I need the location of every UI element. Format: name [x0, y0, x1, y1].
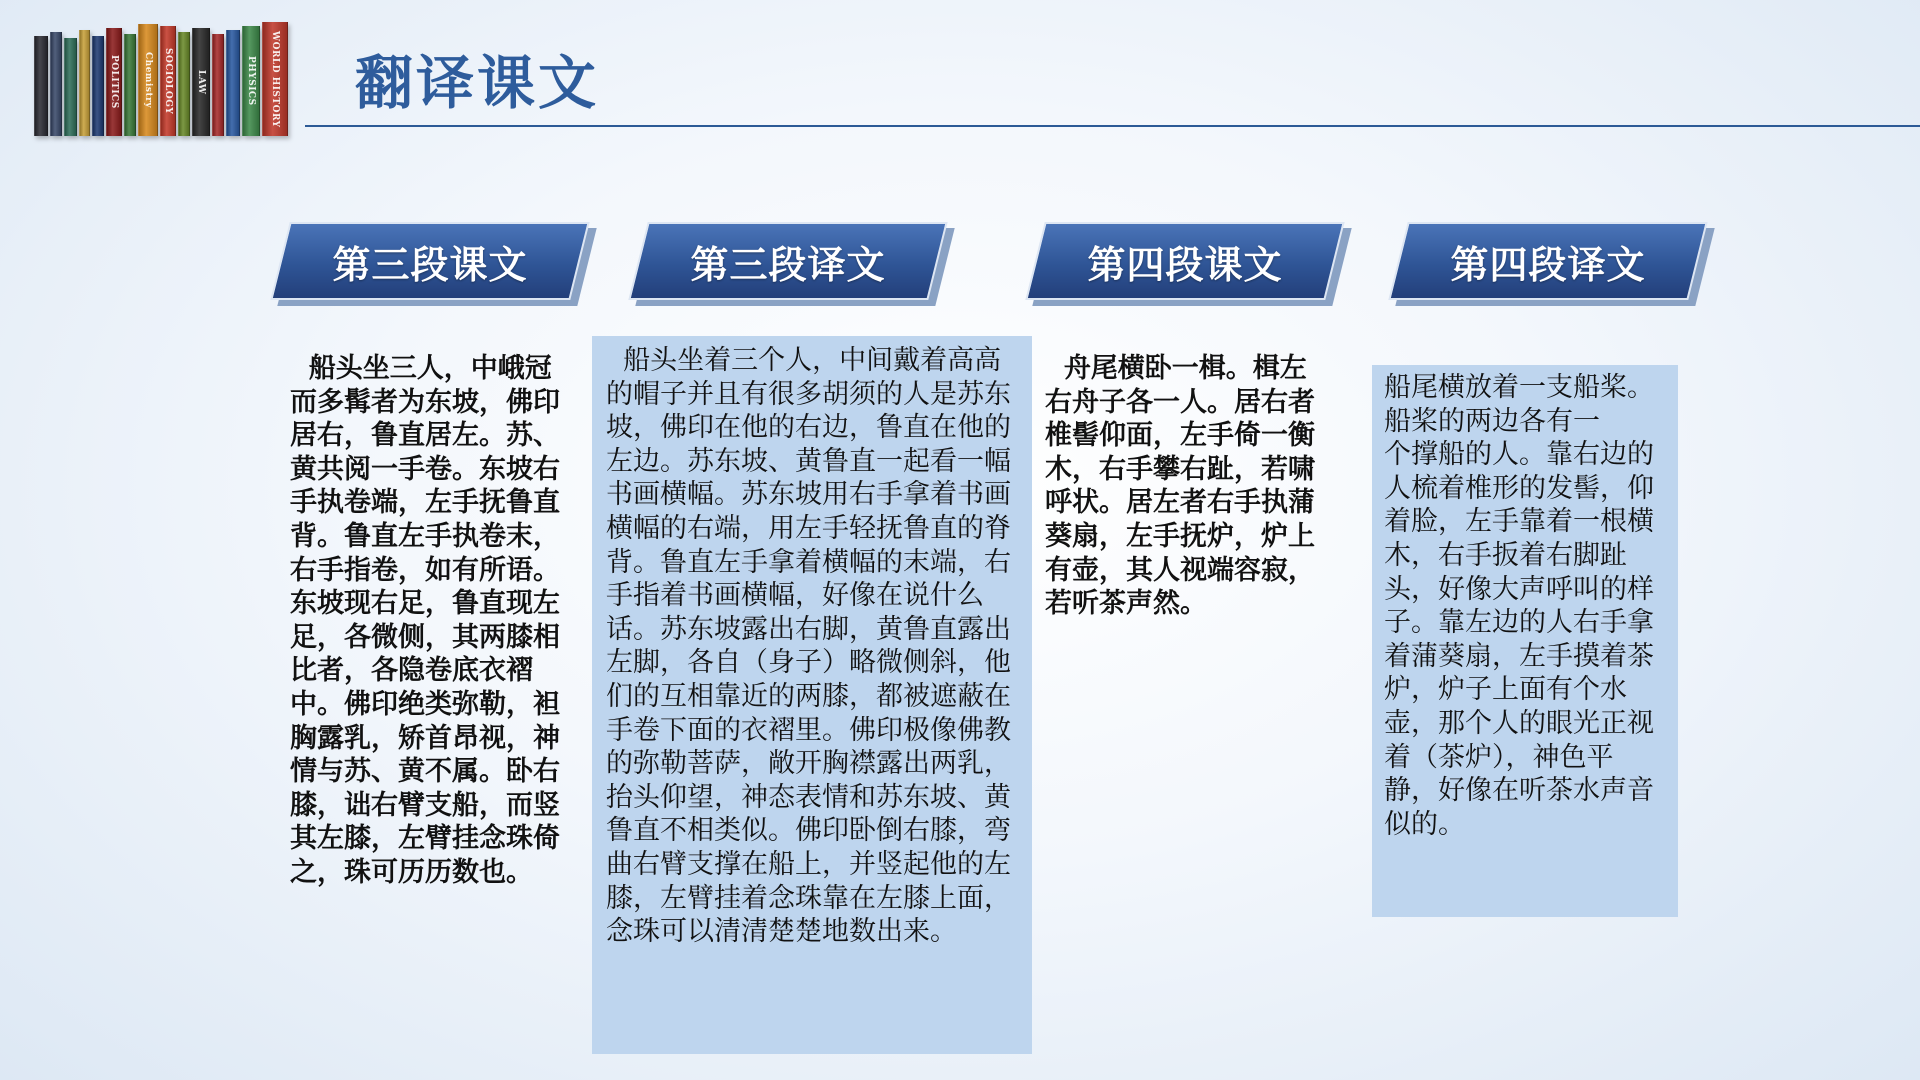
p4-translation-paragraph: 船尾横放着一支船桨。船桨的两边各有一 个撑船的人。靠右边的人梳着椎形的发髻，仰着脸，左手靠着一根横木，右手扳着右脚趾头，好像大声呼叫的样子。靠左边的人右手拿着蒲葵扇，左手摸着茶炉，炉子上面有个水壶，那个人的眼光正视着（茶炉），神色平静，好像在听茶水声音似的。: [1384, 372, 1654, 840]
book-spine: LAW: [192, 28, 210, 136]
book-spine: POLITICS: [106, 28, 122, 136]
book-spine: [226, 30, 240, 136]
book-spine: WORLD HISTORY: [262, 22, 288, 136]
book-spine: Chemistry: [138, 24, 158, 136]
book-spine: [50, 32, 62, 136]
tab-label: 第四段译文: [1450, 242, 1646, 287]
tab-label: 第三段课文: [332, 242, 528, 287]
p3-translation-box: [592, 336, 1032, 1054]
page-title: 翻译课文: [355, 49, 600, 117]
p3-translation-paragraph: 船头坐着三个人，中间戴着高高的帽子并且有很多胡须的人是苏东坡，佛印在他的右边，鲁直在他的左边。苏东坡、黄鲁直一起看一幅书画横幅。苏东坡用右手拿着书画横幅的右端，用左手轻抚鲁直的脊背。鲁直左手拿着横幅的末端，右手指着书画横幅，好像在说什么话。苏东坡露出右脚，黄鲁直露出左脚，各自（身子）略微侧斜，他们的互相靠近的两膝，都被遮蔽在手卷下面的衣褶里。佛印极像佛教的弥勒菩萨，敞开胸襟露出两乳，抬头仰望，神态表情和苏东坡、黄鲁直不相类似。佛印卧倒右膝，弯曲右臂支撑在船上，并竖起他的左膝，左臂挂着念珠靠在左膝上面，念珠可以清清楚楚地数出来。: [606, 345, 1011, 948]
p4-translation-box: [1372, 365, 1678, 917]
p4-original-text: [1045, 352, 1325, 621]
book-spine: [79, 30, 90, 136]
book-spine: [178, 32, 190, 136]
tab-p3-original[interactable]: [280, 222, 580, 300]
p3-original-text: [290, 352, 570, 890]
tab-p4-translation[interactable]: [1398, 222, 1698, 300]
p4-original-paragraph: 舟尾横卧一楫。楫左右舟子各一人。居右者椎髻仰面，左手倚一衡木，右手攀右趾，若啸呼状。居左者右手执蒲葵扇，左手抚炉，炉上有壶，其人视端容寂，若听茶声然。: [1045, 353, 1315, 620]
books-illustration: [34, 22, 288, 136]
book-spine: [64, 38, 77, 136]
tab-p4-original[interactable]: [1035, 222, 1335, 300]
book-spine: [212, 34, 224, 136]
tab-label: 第四段课文: [1087, 242, 1283, 287]
tab-p3-translation[interactable]: [638, 222, 938, 300]
book-spine: [34, 36, 48, 136]
book-spine: SOCIOLOGY: [160, 26, 176, 136]
tab-label: 第三段译文: [690, 242, 886, 287]
book-spine: PHYSICS: [242, 26, 260, 136]
book-spine: [92, 36, 104, 136]
p3-original-paragraph: 船头坐三人，中峨冠而多髯者为东坡，佛印居右，鲁直居左。苏、黄共阅一手卷。东坡右手执卷端，左手抚鲁直背。鲁直左手执卷末，右手指卷，如有所语。东坡现右足，鲁直现左足，各微侧，其两膝相比者，各隐卷底衣褶中。佛印绝类弥勒，袒胸露乳，矫首昂视，神情与苏、黄不属。卧右膝，诎右臂支船，而竖其左膝，左臂挂念珠倚之，珠可历历数也。: [290, 353, 560, 888]
title-divider: [305, 125, 1920, 127]
book-spine: [124, 34, 136, 136]
